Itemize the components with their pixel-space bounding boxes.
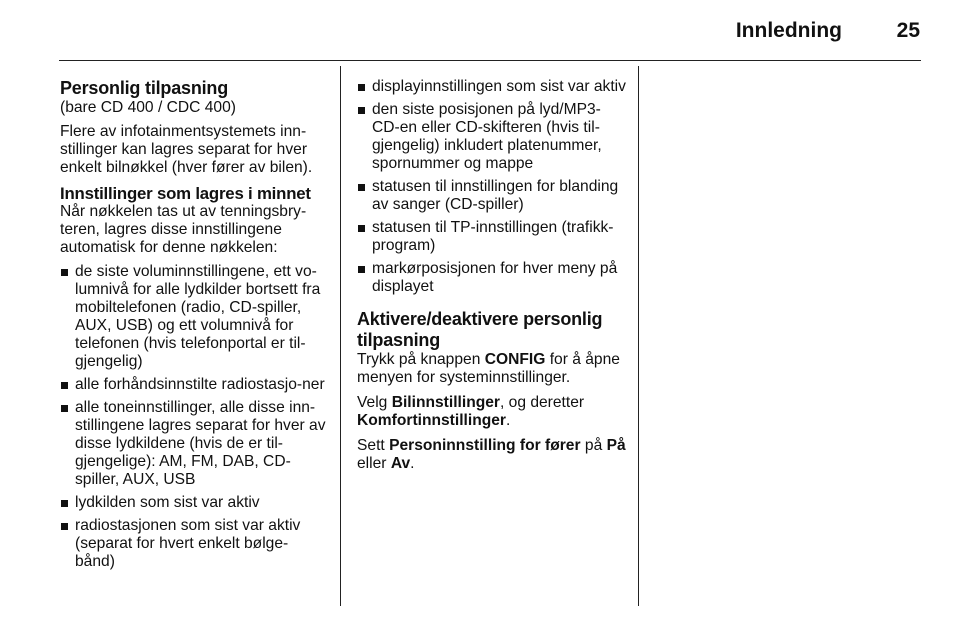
paragraph-select: Velg Bilinnstillinger, og deretter Komfortinnstillinger. [357, 394, 585, 429]
header-rule [59, 60, 921, 61]
menu-item-bilinnstillinger: Bilinnstillinger [391, 394, 500, 411]
menu-item-personinnstilling: Personinnstilling for fører [389, 437, 581, 454]
list-item: lydkilden som sist var aktiv [60, 494, 328, 512]
subsection-heading: Innstillinger som lagres i minnet [60, 184, 311, 203]
option-on: På [606, 437, 626, 454]
page-title: Innledning [735, 19, 842, 42]
list-item: den siste posisjonen på lyd/MP3-CD-en eller CD-skifteren (hvis til-gjengelig) inkludert platenummer, spornummer og mappe [357, 101, 627, 173]
page-number: 25 [896, 19, 920, 42]
option-off: Av [390, 455, 411, 472]
list-item: alle forhåndsinnstilte radiostasjo-ner [60, 376, 328, 394]
paragraph-set: Sett Personinnstilling for fører på På eller Av. [357, 437, 626, 472]
list-item: displayinnstillingen som sist var aktiv [357, 78, 627, 96]
section-subtitle: (bare CD 400 / CDC 400) [60, 99, 236, 116]
section-heading-activate: Aktivere/deaktivere personlig tilpasning [357, 309, 603, 350]
list-item: statusen til TP-innstillingen (trafikk-program) [357, 219, 627, 255]
column-left [60, 78, 328, 577]
list-item: radiostasjonen som sist var aktiv (separat for hvert enkelt bølge-bånd) [60, 517, 328, 571]
menu-item-komfortinnstillinger: Komfortinnstillinger [357, 412, 507, 429]
column-middle [357, 78, 627, 480]
list-item: de siste voluminnstillingene, ett vo-lumnivå for alle lydkilder bortsett fra mobiltelefonen (radio, CD-spiller, AUX, USB) og ett volumnivå for telefonen (hvis telefonportal er til-gjengelig) [60, 263, 328, 371]
list-item: markørposisjonen for hver meny på displayet [357, 260, 627, 296]
list-item: alle toneinnstillinger, alle disse inn-stillingene lagres separat for hver av disse lydkildene (hvis de er til-gjengelige): AM, FM, DAB, CD-spiller, AUX, USB [60, 399, 328, 489]
memory-settings-list-continued [357, 78, 627, 296]
column-divider-left [340, 66, 341, 606]
config-button-label: CONFIG [484, 351, 546, 368]
section-heading: Personlig tilpasning [60, 78, 229, 98]
memory-settings-list [60, 263, 328, 571]
list-item: statusen til innstillingen for blanding av sanger (CD-spiller) [357, 178, 627, 214]
paragraph-config: Trykk på knappen CONFIG for å åpne menyen for systeminnstillinger. [357, 351, 620, 386]
column-divider-right [638, 66, 639, 606]
intro-paragraph: Flere av infotainmentsystemets inn-stillinger kan lagres separat for hver enkelt bilnøkkel (hver fører av bilen). [60, 123, 313, 176]
subsection-intro: Når nøkkelen tas ut av tenningsbry-teren, lagres disse innstillingene automatisk for denne nøkkelen: [60, 203, 307, 256]
